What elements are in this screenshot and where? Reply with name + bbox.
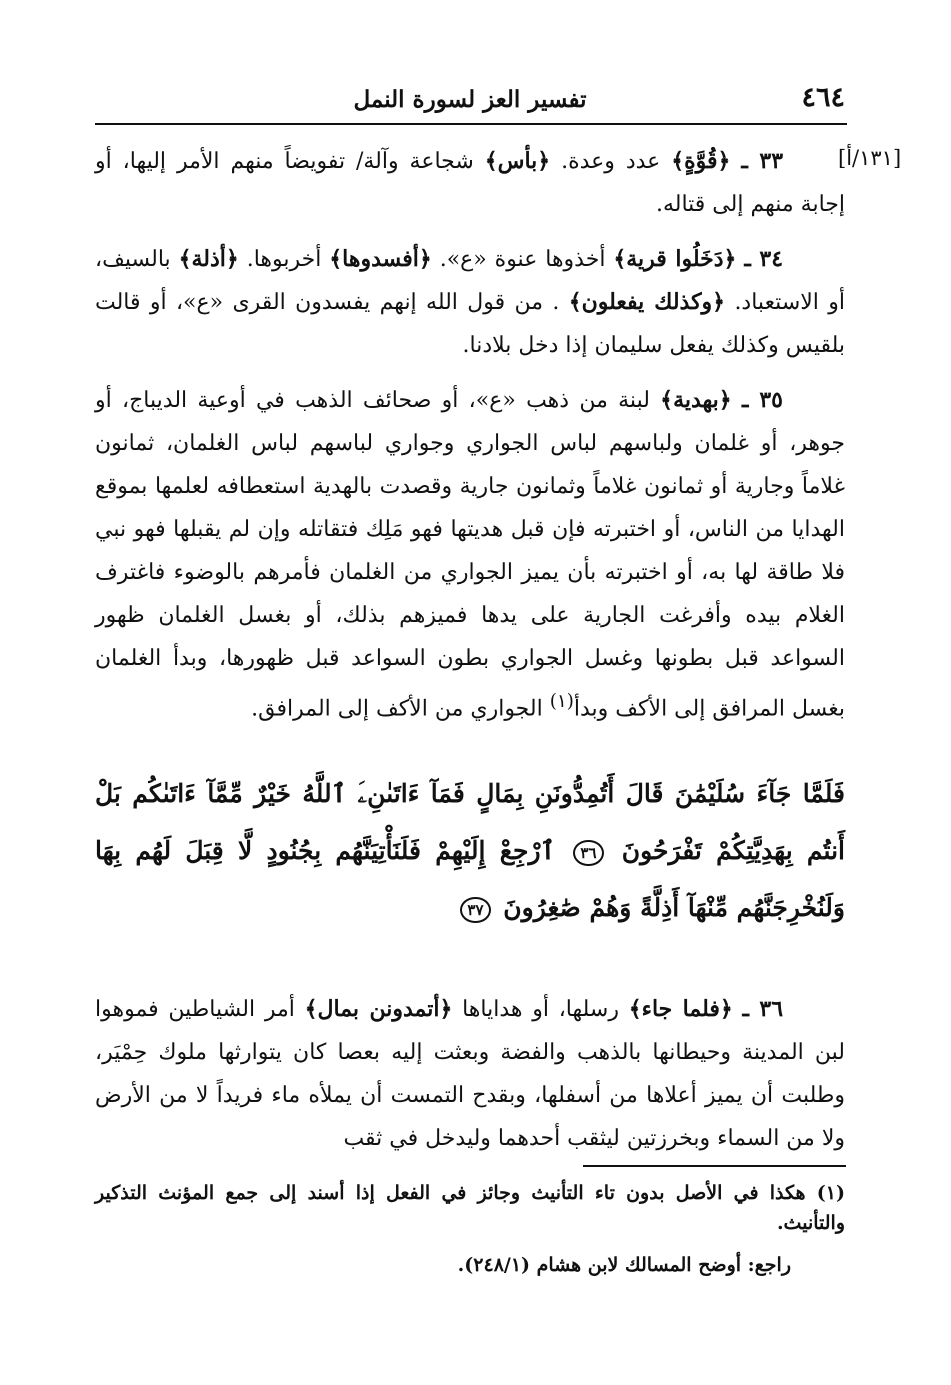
entry-text: أخربوها. [246,247,322,272]
entry-text: رسلها، أو هداياها [462,997,619,1022]
quran-word: ﴿أتمدونن بمال﴾ [304,996,453,1022]
running-title: تفسير العز لسورة النمل [353,86,587,113]
entry-text: أخذوها عنوة «ع». [439,247,606,272]
footnotes [95,1178,845,1292]
footnote-reference: (١) [549,691,574,712]
page-header [95,78,845,118]
entry-36 [95,988,845,1160]
ayah-number-marker: ٣٦ [573,840,603,866]
entry-number: ٣٤ ـ [744,246,784,272]
entry-34 [95,238,845,367]
entry-text: الجواري من الأكف إلى المرافق. [251,696,543,722]
entry-number: ٣٦ ـ [742,996,784,1022]
footnote-reference-line: راجع: أوضح المسالك لابن هشام (٢٤٨/١). [457,1254,791,1276]
quran-word: ﴿دَخَلُوا قرية﴾ [613,246,737,272]
manuscript-folio-marker: [١٣١/أ] [838,146,902,170]
quran-word: ﴿فلما جاء﴾ [628,996,733,1022]
entry-text: بالسيف، أو الاستعباد. [95,247,845,315]
page-number: ٤٦٤ [801,82,845,113]
footnote-separator [583,1165,846,1167]
entry-text: شجاعة وآلة/ تفويضاً منهم الأمر إليها، أو إجابة منهم إلى قتاله. [95,149,845,217]
entry-35 [95,379,845,730]
commentary-text [95,140,845,742]
quran-word: ﴿بهدية﴾ [660,387,732,413]
quran-verses [95,765,845,936]
entry-text: لبنة من ذهب «ع»، أو صحائف الذهب في أوعية الديباج، أو جوهر، أو غلمان ولباسهم لباس الجواري وجواري لباسهم لباس الغلمان، ثمانون غلاماً وجارية أو ثمانون غلاماً وثمانون جارية وقصدت بالهدية استعطافه لعلمها بموقع الهدايا من الناس، أو اختبرته فإن قبل هديتها فهو مَلِك فتقاتله وإن لم يقبلها فهو نبي فلا طاقة لها به، أو اختبرته بأن يميز الجواري من الغلمان فأمرهم بالوضوء فاغترف الغلام بيده وأفرغت الجارية على يدها فميزهم بذلك، أو بغسل الغلمان ظهور السواعد قبل بطونها وغسل الجواري بطون السواعد قبل ظهورها، وبدأ الغلمان بغسل المرافق إلى الأكف وبدأ [95,388,845,722]
footnote-1: (١) هكذا في الأصل بدون تاء التأنيث وجائز في الفعل إذا أسند إلى جمع المؤنث التذكير والتأنيث. [95,1182,845,1234]
entry-number: ٣٥ ـ [741,387,783,413]
quran-word: ﴿أفسدوها﴾ [329,246,432,272]
quran-word: ﴿أذلة﴾ [178,246,239,272]
entry-number: ٣٣ ـ [741,148,784,174]
header-rule [95,123,847,125]
entry-text: . من قول الله إنهم يفسدون القرى «ع»، أو قالت بلقيس وكذلك يفعل سليمان إذا دخل بلادنا. [95,290,845,358]
verse-37: ٱرْجِعْ إِلَيْهِمْ فَلَنَأْتِيَنَّهُم بِجُنُودٍ لَّا قِبَلَ لَهُم بِهَا وَلَنُخْرِجَنَّهُم مِّنْهَآ أَذِلَّةً وَهُمْ صَٰغِرُونَ [95,836,845,922]
ayah-number-marker: ٣٧ [460,897,490,923]
entry-text: عدد وعدة. [561,149,661,174]
entry-33 [95,140,845,226]
quran-word: ﴿قُوَّةٍ﴾ [671,148,731,174]
entry-text: أمر الشياطين فموهوا لبن المدينة وحيطانها بالذهب والفضة وبعثت إليه بعصا كان يتوارثها ملوك حِمْيَر، وطلبت أن يميز أعلاها من أسفلها، وبقدح التمست أن يملأه ماء فريداً لا من الأرض ولا من السماء وبخرزتين ليثقب أحدهما وليدخل في ثقب [95,997,845,1151]
verse-36: فَلَمَّا جَآءَ سُلَيْمَٰنَ قَالَ أَتُمِدُّونَنِ بِمَالٍ فَمَآ ءَاتَىٰنِۦَ ٱللَّهُ خَيْرٌ مِّمَّآ ءَاتَىٰكُم بَلْ أَنتُم بِهَدِيَّتِكُمْ تَفْرَحُونَ [95,779,845,865]
quran-word: ﴿وكذلك يفعلون﴾ [568,289,726,315]
quran-word: ﴿بأس﴾ [484,148,551,174]
